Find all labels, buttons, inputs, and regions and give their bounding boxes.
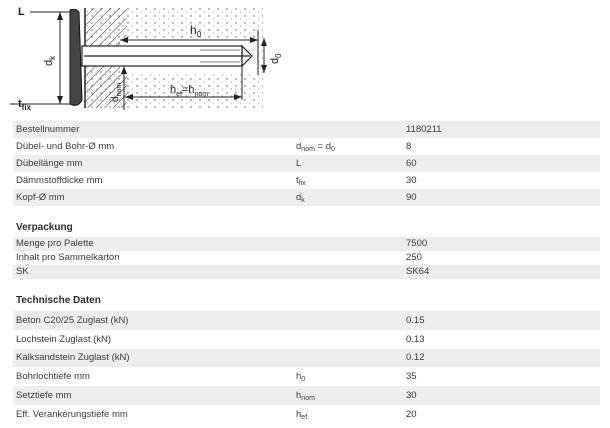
spec-label: Kopf-Ø mm <box>16 192 65 203</box>
label-dk: $d_k$ <box>43 55 57 66</box>
spec-label: Dämmstoffdicke mm <box>16 175 103 186</box>
label-d0: $d_0$ <box>269 53 283 64</box>
packaging-value: 250 <box>406 252 422 263</box>
label-L: L <box>18 6 25 18</box>
tech-symbol: $h_{nom}$ <box>296 390 315 402</box>
spec-value: 90 <box>406 192 417 203</box>
packaging-row-sk <box>13 265 600 279</box>
tech-label: Beton C20/25 Zuglast (kN) <box>16 315 129 326</box>
spec-label: Dübellänge mm <box>16 158 83 169</box>
spec-row-head-diameter <box>13 189 600 206</box>
tech-value: 0.12 <box>406 352 425 363</box>
packaging-label: Inhalt pro Sammelkarton <box>16 252 120 263</box>
tech-value: 30 <box>406 390 417 401</box>
tech-label: Setztiefe mm <box>16 390 72 401</box>
section-title-technical: Technische Daten <box>16 295 101 306</box>
spec-value: 8 <box>406 141 412 152</box>
tech-row-hollow-brick <box>13 330 600 349</box>
spec-row-length <box>13 155 600 172</box>
label-hef: $h_{ef}=h_{nom}$ <box>170 84 209 98</box>
tech-row-sand-lime <box>13 349 600 367</box>
tech-symbol: $h_0$ <box>296 371 306 383</box>
packaging-value: 7500 <box>406 238 428 249</box>
tech-row-anchorage-depth <box>13 405 600 424</box>
spec-label: Bestellnummer <box>16 124 80 135</box>
tech-row-concrete <box>13 311 600 330</box>
section-title-packaging: Verpackung <box>16 222 73 233</box>
spec-value: 30 <box>406 175 417 186</box>
label-dnom: $d_{nom}$ <box>110 82 123 102</box>
anchor-head <box>70 9 82 105</box>
spec-row-insulation <box>13 172 600 189</box>
spec-row-diameter <box>13 138 600 155</box>
tech-value: 20 <box>406 409 417 420</box>
tech-label: Kalksandstein Zuglast (kN) <box>16 352 130 363</box>
tech-value: 0.15 <box>406 315 425 326</box>
packaging-row-carton <box>13 251 600 265</box>
spec-symbol: $d_{nom} = d_0$ <box>296 141 335 153</box>
spec-value: 1180211 <box>406 124 442 135</box>
spec-label: Dübel- und Bohr-Ø mm <box>16 141 115 152</box>
tech-value: 0.13 <box>406 334 425 345</box>
tech-label: Lochstein Zuglast (kN) <box>16 334 112 345</box>
packaging-row-pallet <box>13 237 600 251</box>
spec-symbol: $d_k$ <box>296 192 305 204</box>
tech-symbol: $h_{ef}$ <box>296 409 308 421</box>
tech-row-setting-depth <box>13 386 600 405</box>
spec-value: 60 <box>406 158 417 169</box>
label-h0: $h_0$ <box>190 23 202 39</box>
tech-row-drill-depth <box>13 367 600 386</box>
tech-label: Eff. Verankerungstiefe mm <box>16 409 128 420</box>
tech-value: 35 <box>406 371 417 382</box>
packaging-label: SK <box>16 266 29 277</box>
spec-row-order-number <box>13 121 600 138</box>
packaging-value: SK64 <box>406 266 430 277</box>
tech-label: Bohrlochtiefe mm <box>16 371 90 382</box>
spec-symbol: $t_{fix}$ <box>296 175 306 187</box>
packaging-label: Menge pro Palette <box>16 238 94 249</box>
label-tfix: $t_{fix}$ <box>18 98 32 112</box>
anchor-diagram <box>0 0 610 115</box>
spec-symbol: L <box>296 158 302 169</box>
